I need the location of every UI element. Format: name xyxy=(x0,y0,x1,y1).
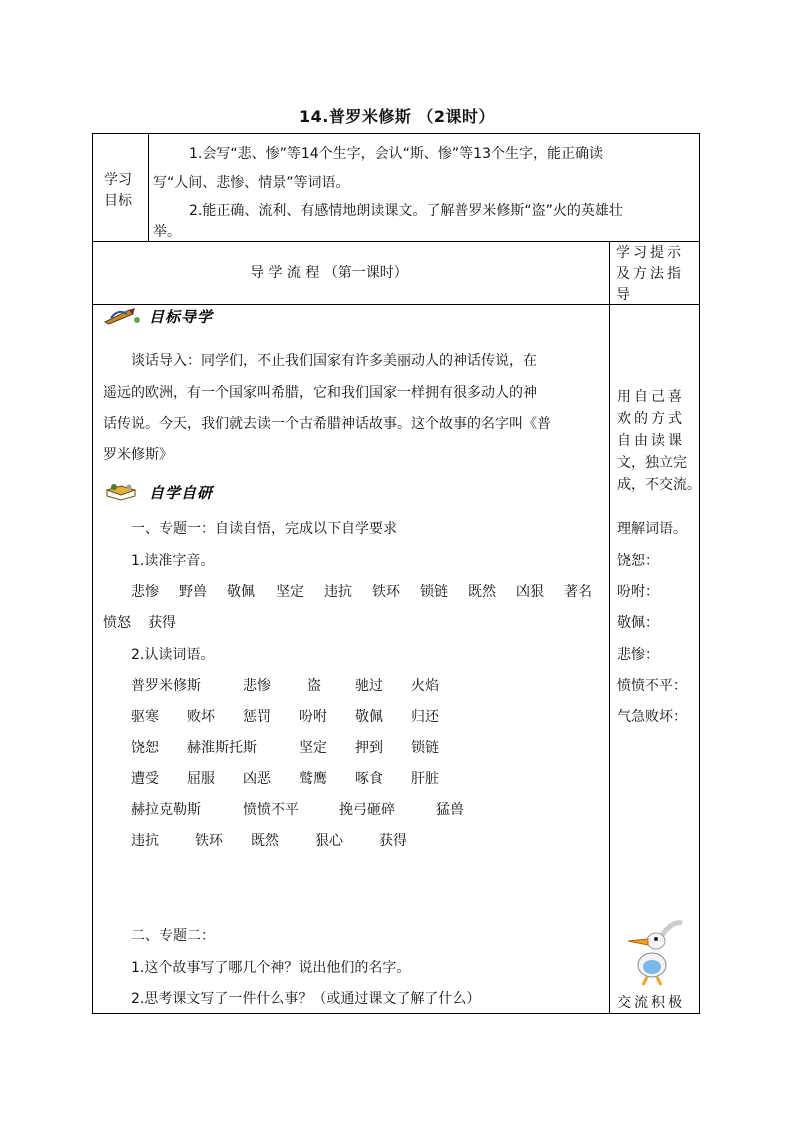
word: 鹫鹰 xyxy=(299,771,327,787)
intro-line: 罗米修斯》 xyxy=(103,447,173,463)
word: 狠心 xyxy=(315,833,343,849)
table-divider xyxy=(609,241,610,1014)
topic-heading: 一、专题一：自读自悟，完成以下自学要求 xyxy=(131,521,397,537)
word: 悲惨 xyxy=(243,678,271,694)
word: 挽弓砸碎 xyxy=(339,802,395,818)
table-divider xyxy=(148,133,149,241)
word: 饶恕 xyxy=(131,740,159,756)
word: 赫拉克勒斯 xyxy=(131,802,201,818)
tips-header: 学习提示 xyxy=(616,245,684,261)
word: 敬佩 xyxy=(227,584,255,600)
side-tip: 成，不交流。 xyxy=(617,477,701,493)
banner-label: 目标导学 xyxy=(149,307,214,326)
word: 坚定 xyxy=(276,584,304,600)
word: 既然 xyxy=(251,833,279,849)
word: 铁环 xyxy=(195,833,223,849)
bird-mascot xyxy=(622,915,690,987)
word: 驰过 xyxy=(355,678,383,694)
tips-header: 及方法指 xyxy=(616,266,684,282)
side-bottom: 交流积极 xyxy=(617,995,685,1011)
item-heading: 1.读准字音。 xyxy=(131,553,215,569)
side-tip: 欢的方式 xyxy=(617,411,685,427)
intro-line: 谈话导入：同学们，不止我们国家有许多美丽动人的神话传说，在 xyxy=(131,353,537,369)
topic-heading: 二、专题二： xyxy=(131,928,215,944)
section-banner-selfstudy xyxy=(103,482,213,502)
side-word: 吩咐： xyxy=(617,584,659,600)
objective-label: 学习 xyxy=(104,172,132,188)
question: 2.思考课文写了一件什么事？（或通过课文了解了什么） xyxy=(131,991,481,1007)
objective-line: 举。 xyxy=(153,224,181,240)
side-word: 气急败坏： xyxy=(617,709,687,725)
book-icon xyxy=(103,482,143,502)
page-title: 14.普罗米修斯 （2课时） xyxy=(298,107,496,126)
word: 押到 xyxy=(355,740,383,756)
word: 盗 xyxy=(307,678,321,694)
banner-label: 自学自研 xyxy=(149,483,214,502)
word: 赫淮斯托斯 xyxy=(187,740,257,756)
word: 火焰 xyxy=(411,678,439,694)
word: 违抗 xyxy=(131,833,159,849)
word: 愤愤不平 xyxy=(243,802,299,818)
word: 屈服 xyxy=(187,771,215,787)
side-word: 愤愤不平： xyxy=(617,678,687,694)
word: 凶恶 xyxy=(243,771,271,787)
word: 既然 xyxy=(468,584,496,600)
word: 驱寒 xyxy=(131,709,159,725)
word: 败坏 xyxy=(187,709,215,725)
word: 铁环 xyxy=(372,584,400,600)
word: 凶狠 xyxy=(516,584,544,600)
side-word: 悲惨： xyxy=(617,647,659,663)
word: 肝脏 xyxy=(411,771,439,787)
objective-line: 1.会写“悲、惨”等14个生字，会认“斯、惨”等13个生字，能正确读 xyxy=(189,146,603,162)
word: 敬佩 xyxy=(355,709,383,725)
intro-line: 遥远的欧洲，有一个国家叫希腊，它和我们国家一样拥有很多动人的神 xyxy=(103,385,537,401)
word: 吩咐 xyxy=(299,709,327,725)
pencil-icon xyxy=(103,306,143,326)
word: 啄食 xyxy=(355,771,383,787)
word: 野兽 xyxy=(179,584,207,600)
word: 坚定 xyxy=(299,740,327,756)
word: 著名 xyxy=(564,584,592,600)
objective-line: 写“人间、悲惨、情景”等词语。 xyxy=(153,175,350,191)
objective-label: 目标 xyxy=(104,193,132,209)
word: 遭受 xyxy=(131,771,159,787)
word: 愤怒 xyxy=(103,615,131,631)
side-tip: 自由读课 xyxy=(617,433,685,449)
side-word: 敬佩： xyxy=(617,615,659,631)
tips-header: 导 xyxy=(616,287,630,303)
objective-line: 2.能正确、流利、有感情地朗读课文。了解普罗米修斯“盗”火的英雄壮 xyxy=(189,203,623,219)
flow-header: 导 学 流 程 （第一课时） xyxy=(250,265,408,281)
word: 锁链 xyxy=(420,584,448,600)
side-word: 饶恕： xyxy=(617,553,659,569)
word: 惩罚 xyxy=(243,709,271,725)
side-words-title: 理解词语。 xyxy=(617,521,687,537)
word: 违抗 xyxy=(324,584,352,600)
word: 普罗米修斯 xyxy=(131,678,201,694)
side-tip: 文，独立完 xyxy=(617,455,687,471)
word: 锁链 xyxy=(411,740,439,756)
word: 归还 xyxy=(411,709,439,725)
question: 1.这个故事写了哪几个神？说出他们的名字。 xyxy=(131,960,411,976)
word: 猛兽 xyxy=(436,802,464,818)
item-heading: 2.认读词语。 xyxy=(131,647,215,663)
word: 获得 xyxy=(148,615,176,631)
side-tip: 用自己喜 xyxy=(617,389,685,405)
word: 获得 xyxy=(379,833,407,849)
section-banner-goal xyxy=(103,306,213,326)
intro-line: 话传说。今天，我们就去读一个古希腊神话故事。这个故事的名字叫《普 xyxy=(103,416,551,432)
word: 悲惨 xyxy=(131,584,159,600)
